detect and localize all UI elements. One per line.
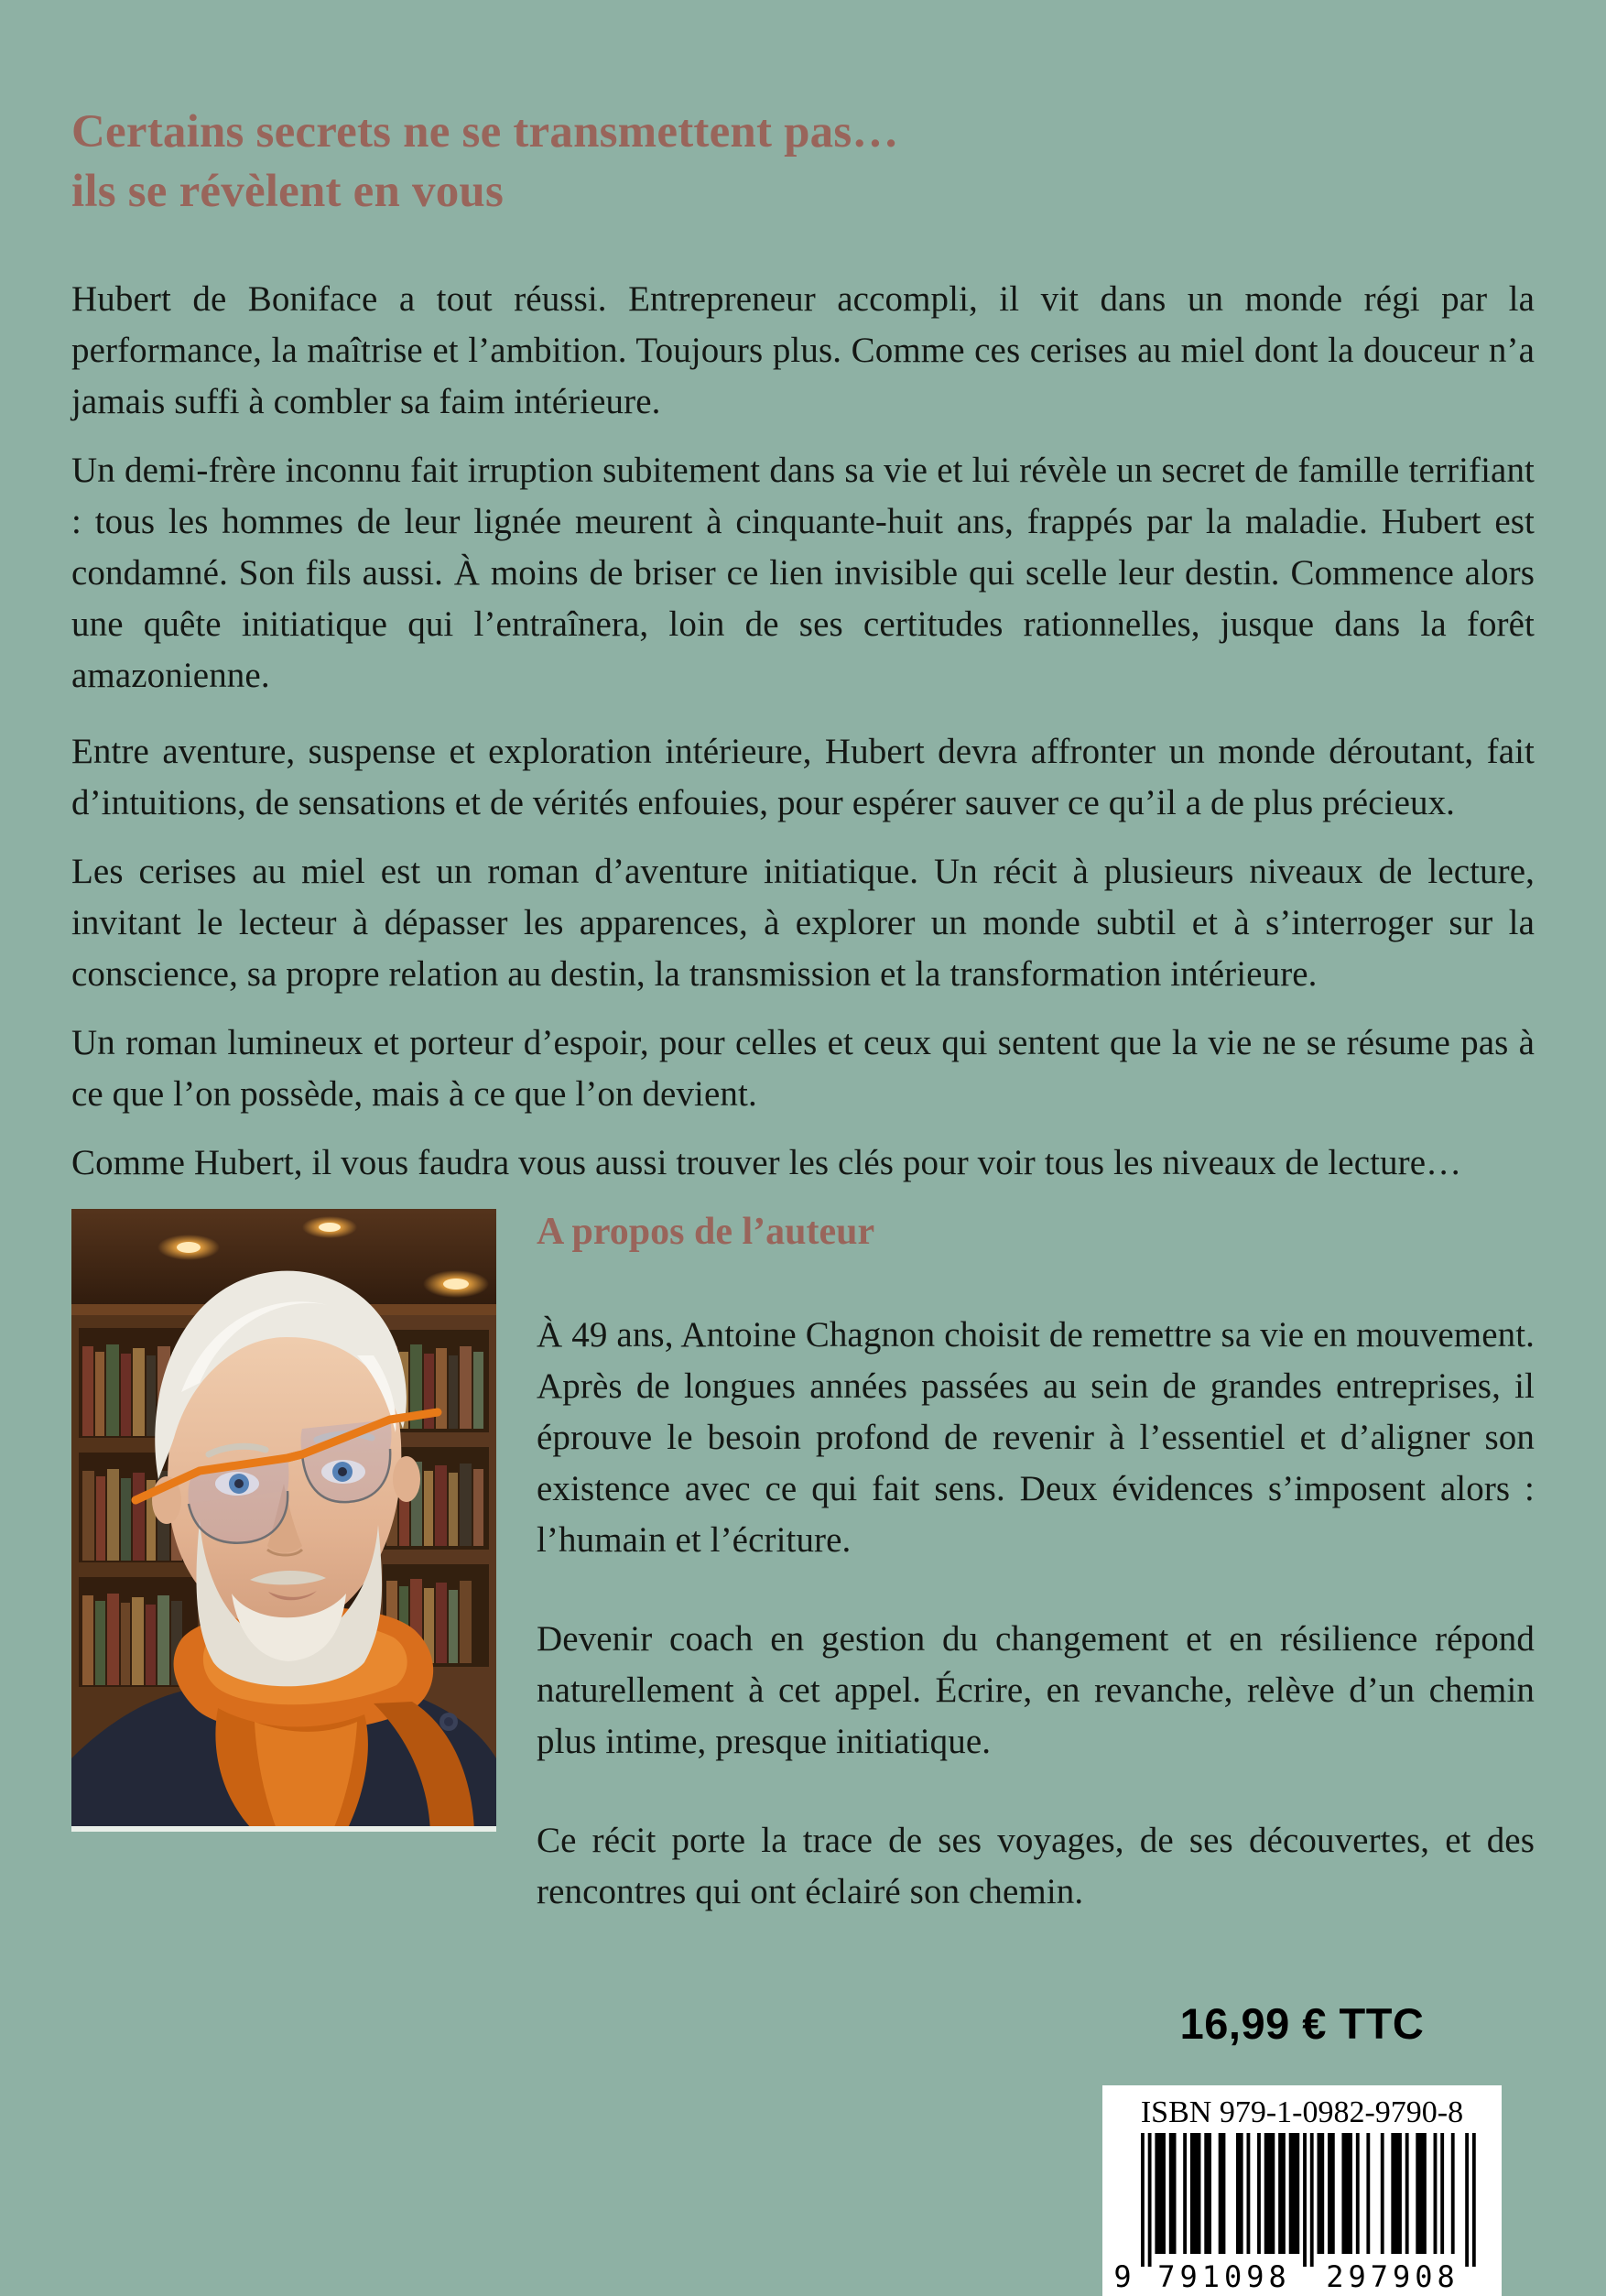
about-author-heading: A propos de l’auteur: [537, 1210, 875, 1253]
synopsis-paragraph: Comme Hubert, il vous faudra vous aussi trouver les clés pour voir tous les niveaux de lecture…: [71, 1142, 1462, 1182]
tagline: [71, 0, 1535, 223]
author-photo: [71, 1209, 496, 1832]
tagline-line1: Certains secrets ne se transmettent pas…: [71, 106, 899, 158]
ean-left-group: 791098: [1157, 2258, 1291, 2294]
ean-right-group: 297908: [1326, 2258, 1460, 2294]
author-bio-paragraph: Devenir coach en gestion du changement et en résilience répond naturellement à cet appel. Écrire, en revanche, relève d’un chemin plus intime, presque initiatique.: [537, 1618, 1535, 1761]
synopsis: [71, 274, 1535, 1189]
ean13-barcode-svg: [1102, 2085, 1502, 2296]
ean-first-digit: 9: [1113, 2258, 1132, 2294]
about-author-section: [71, 1209, 1535, 1918]
synopsis-paragraph: Hubert de Boniface a tout réussi. Entrepreneur accompli, il vit dans un monde régi par la performance, la maîtrise et l’ambition. Toujours plus. Comme ces cerises au miel dont la douceur n’a jamais suffi à combler sa faim intérieure.: [71, 278, 1535, 421]
price-label: 16,99 € TTC: [1179, 1998, 1425, 2048]
isbn-barcode: [1102, 2085, 1502, 2296]
synopsis-paragraph: Entre aventure, suspense et exploration intérieure, Hubert devra affronter un monde déroutant, fait d’intuitions, de sensations et de vérités enfouies, pour espérer sauver ce qu’il a de plus précieux.: [71, 731, 1535, 822]
tagline-line2: ils se révèlent en vous: [71, 166, 505, 218]
author-bio-paragraph: Ce récit porte la trace de ses voyages, de ses découvertes, et des rencontres qui ont éclairé son chemin.: [537, 1820, 1535, 1911]
author-bio: [537, 1209, 1535, 1918]
synopsis-paragraph: Un roman lumineux et porteur d’espoir, pour celles et ceux qui sentent que la vie ne se résume pas à ce que l’on possède, mais à ce que l’on devient.: [71, 1022, 1535, 1114]
author-portrait-illustration: [71, 1209, 496, 1832]
author-bio-paragraph: À 49 ans, Antoine Chagnon choisit de remettre sa vie en mouvement. Après de longues années passées au sein de grandes entreprises, il éprouve le besoin profond de revenir à l’essentiel et d’aligner son existence avec ce qui fait sens. Deux évidences s’imposent alors : l’humain et l’écriture.: [537, 1314, 1535, 1560]
isbn-number-label: ISBN 979-1-0982-9790-8: [1140, 2095, 1464, 2129]
synopsis-paragraph: Un demi-frère inconnu fait irruption subitement dans sa vie et lui révèle un secret de famille terrifiant : tous les hommes de leur lignée meurent à cinquante-huit ans, frappés par la maladie. Hubert est condamné. Son fils aussi. À moins de briser ce lien invisible qui scelle leur destin. Commence alors une quête initiatique qui l’entraînera, loin de ses certitudes rationnelles, jusque dans la forêt amazonienne.: [71, 450, 1535, 695]
commerce-block: [1102, 1998, 1502, 2296]
synopsis-paragraph: Les cerises au miel est un roman d’aventure initiatique. Un récit à plusieurs niveaux de lecture, invitant le lecteur à dépasser les apparences, à explorer un monde subtil et à s’interroger sur la conscience, sa propre relation au destin, la transmission et la transformation intérieure.: [71, 851, 1535, 994]
